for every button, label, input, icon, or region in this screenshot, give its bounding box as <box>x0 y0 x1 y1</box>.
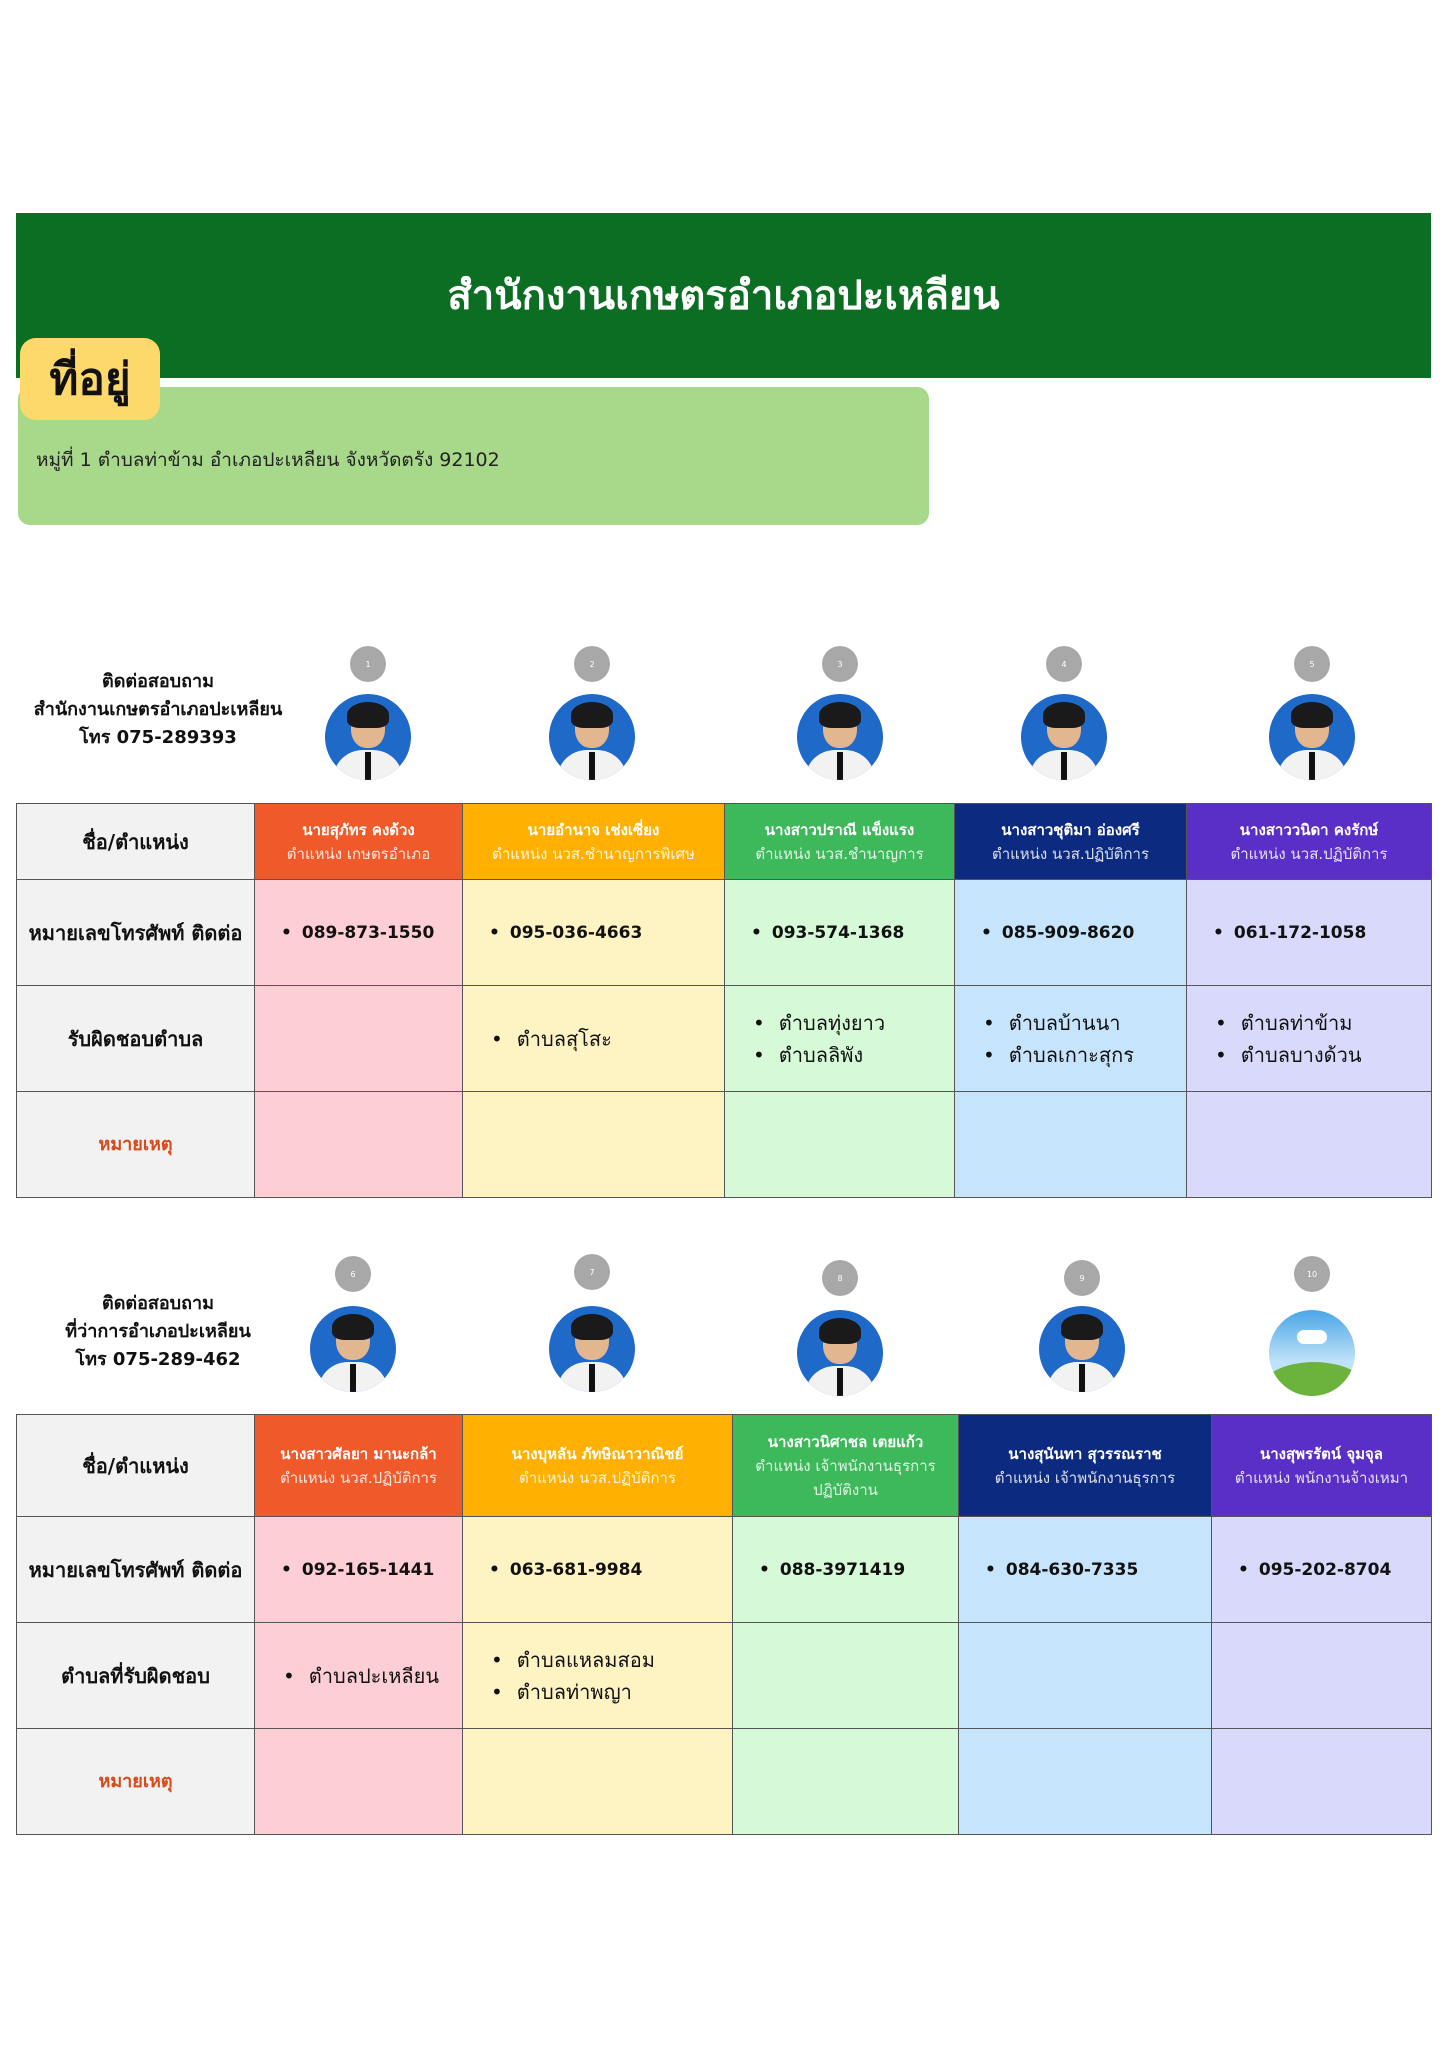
row-header-name: ชื่อ/ตำแหน่ง <box>17 1415 255 1517</box>
phone-number[interactable]: • 089-873-1550 <box>255 880 463 986</box>
address-text: หมู่ที่ 1 ตำบลท่าข้าม อำเภอปะเหลียน จังหวัดตรัง 92102 <box>36 449 500 471</box>
phone-number[interactable]: • 095-036-4663 <box>463 880 725 986</box>
staff-position: ตำแหน่ง นวส.ปฏิบัติการ <box>279 1468 438 1487</box>
staff-header <box>733 1415 959 1517</box>
contact-line: โทร 075-289-462 <box>75 1349 241 1370</box>
contact-line: ติดต่อสอบถาม <box>102 671 214 692</box>
staff-header <box>725 804 955 880</box>
area-item: • ตำบลลิพัง <box>753 1039 954 1071</box>
contact-line: สำนักงานเกษตรอำเภอปะเหลียน <box>33 699 283 720</box>
row-header-area: รับผิดชอบตำบล <box>17 986 255 1092</box>
phone-number[interactable]: • 088-3971419 <box>733 1517 959 1623</box>
phone-number[interactable]: • 084-630-7335 <box>959 1517 1212 1623</box>
area-list <box>955 986 1187 1092</box>
area-item: • ตำบลสุโสะ <box>491 1023 724 1055</box>
remark-cell <box>463 1729 733 1835</box>
staff-position: ตำแหน่ง เกษตรอำเภอ <box>286 844 431 863</box>
staff-table-1 <box>16 803 1432 1198</box>
staff-name: นางสาวศัลยา มานะกล้า <box>280 1444 437 1463</box>
staff-name: นางสาววนิดา คงรักษ์ <box>1239 820 1379 839</box>
number-badge: 3 <box>822 646 858 682</box>
row-header-name: ชื่อ/ตำแหน่ง <box>17 804 255 880</box>
area-list <box>1187 986 1432 1092</box>
staff-name: นางบุหลัน ภัทษิณาวาณิชย์ <box>511 1444 684 1463</box>
staff-header <box>1212 1415 1432 1517</box>
contact-line: โทร 075-289393 <box>79 727 237 748</box>
avatar-photo <box>1021 694 1107 780</box>
staff-name: นายสุภัทร คงด้วง <box>302 820 415 839</box>
phone-number[interactable]: • 095-202-8704 <box>1212 1517 1432 1623</box>
staff-name: นางสาวชุติมา อ่องศรี <box>1001 820 1140 839</box>
remark-cell <box>255 1729 463 1835</box>
remark-cell <box>1187 1092 1432 1198</box>
staff-name: นางสาวปราณี แข็งแรง <box>764 820 915 839</box>
page-title: สำนักงานเกษตรอำเภอปะเหลียน <box>447 273 1000 319</box>
phone-number[interactable]: • 092-165-1441 <box>255 1517 463 1623</box>
remark-cell <box>463 1092 725 1198</box>
number-badge: 4 <box>1046 646 1082 682</box>
area-item: • ตำบลบ้านนา <box>983 1007 1186 1039</box>
staff-header <box>1187 804 1432 880</box>
phone-number[interactable]: • 085-909-8620 <box>955 880 1187 986</box>
number-badge: 9 <box>1064 1260 1100 1296</box>
area-list <box>463 1623 733 1729</box>
address-tag: ที่อยู่ <box>20 338 160 420</box>
phone-number[interactable]: • 063-681-9984 <box>463 1517 733 1623</box>
remark-cell <box>725 1092 955 1198</box>
staff-position: ตำแหน่ง นวส.ปฏิบัติการ <box>518 1468 677 1487</box>
staff-position: ตำแหน่ง พนักงานจ้างเหมา <box>1234 1468 1409 1487</box>
staff-name: นางสุนันทา สุวรรณราช <box>1008 1444 1162 1463</box>
number-badge: 2 <box>574 646 610 682</box>
area-list <box>725 986 955 1092</box>
remark-cell <box>255 1092 463 1198</box>
staff-header <box>255 1415 463 1517</box>
number-badge: 10 <box>1294 1256 1330 1292</box>
avatar-photo <box>797 694 883 780</box>
staff-table-2 <box>16 1414 1432 1835</box>
staff-position: ตำแหน่ง เจ้าพนักงานธุรการ <box>994 1468 1176 1487</box>
row-header-area: ตำบลที่รับผิดชอบ <box>17 1623 255 1729</box>
area-list <box>733 1623 959 1729</box>
staff-name: นางสาวนิศาชล เตยแก้ว <box>767 1432 924 1451</box>
header-banner <box>16 213 1431 378</box>
area-list <box>1212 1623 1432 1729</box>
avatar-photo <box>1039 1306 1125 1392</box>
avatar-photo <box>310 1306 396 1392</box>
number-badge: 7 <box>574 1254 610 1290</box>
remark-cell <box>733 1729 959 1835</box>
staff-header <box>255 804 463 880</box>
avatar-photo <box>1269 694 1355 780</box>
staff-position: ตำแหน่ง นวส.ปฏิบัติการ <box>991 844 1150 863</box>
number-badge: 5 <box>1294 646 1330 682</box>
row-header-remark: หมายเหตุ <box>17 1092 255 1198</box>
number-badge: 6 <box>335 1256 371 1292</box>
staff-header <box>955 804 1187 880</box>
area-list <box>255 1623 463 1729</box>
staff-position: ตำแหน่ง เจ้าพนักงานธุรการ ปฏิบัติงาน <box>755 1456 936 1499</box>
staff-position: ตำแหน่ง นวส.ชำนาญการพิเศษ <box>492 844 695 863</box>
staff-header <box>463 804 725 880</box>
area-item: • ตำบลปะเหลียน <box>283 1660 462 1692</box>
area-list <box>959 1623 1212 1729</box>
contact-line: ติดต่อสอบถาม <box>102 1293 214 1314</box>
area-item: • ตำบลท่าพญา <box>491 1676 732 1708</box>
avatar-photo <box>549 1306 635 1392</box>
contact-line: ที่ว่าการอำเภอปะเหลียน <box>65 1321 251 1342</box>
area-item: • ตำบลทุ่งยาว <box>753 1007 954 1039</box>
remark-cell <box>959 1729 1212 1835</box>
staff-header <box>463 1415 733 1517</box>
area-list <box>463 986 725 1092</box>
area-item: • ตำบลท่าข้าม <box>1215 1007 1431 1039</box>
area-item: • ตำบลเกาะสุกร <box>983 1039 1186 1071</box>
row-header-phone: หมายเลขโทรศัพท์ ติดต่อ <box>17 880 255 986</box>
row-header-remark: หมายเหตุ <box>17 1729 255 1835</box>
remark-cell <box>955 1092 1187 1198</box>
contact-info-district <box>18 1290 298 1374</box>
staff-name: นายอำนาจ เช่งเซี่ยง <box>527 820 660 839</box>
area-list <box>255 986 463 1092</box>
area-item: • ตำบลบางด้วน <box>1215 1039 1431 1071</box>
staff-position: ตำแหน่ง นวส.ชำนาญการ <box>755 844 924 863</box>
contact-info-office <box>18 668 298 752</box>
remark-cell <box>1212 1729 1432 1835</box>
staff-name: นางสุพรรัตน์ จุมจุล <box>1259 1444 1384 1463</box>
phone-number[interactable]: • 061-172-1058 <box>1187 880 1432 986</box>
number-badge: 1 <box>350 646 386 682</box>
area-item: • ตำบลแหลมสอม <box>491 1644 732 1676</box>
avatar-photo <box>549 694 635 780</box>
number-badge: 8 <box>822 1260 858 1296</box>
phone-number[interactable]: • 093-574-1368 <box>725 880 955 986</box>
placeholder-avatar <box>1269 1310 1355 1396</box>
avatar-photo <box>325 694 411 780</box>
staff-header <box>959 1415 1212 1517</box>
staff-position: ตำแหน่ง นวส.ปฏิบัติการ <box>1230 844 1388 863</box>
row-header-phone: หมายเลขโทรศัพท์ ติดต่อ <box>17 1517 255 1623</box>
avatar-photo <box>797 1310 883 1396</box>
